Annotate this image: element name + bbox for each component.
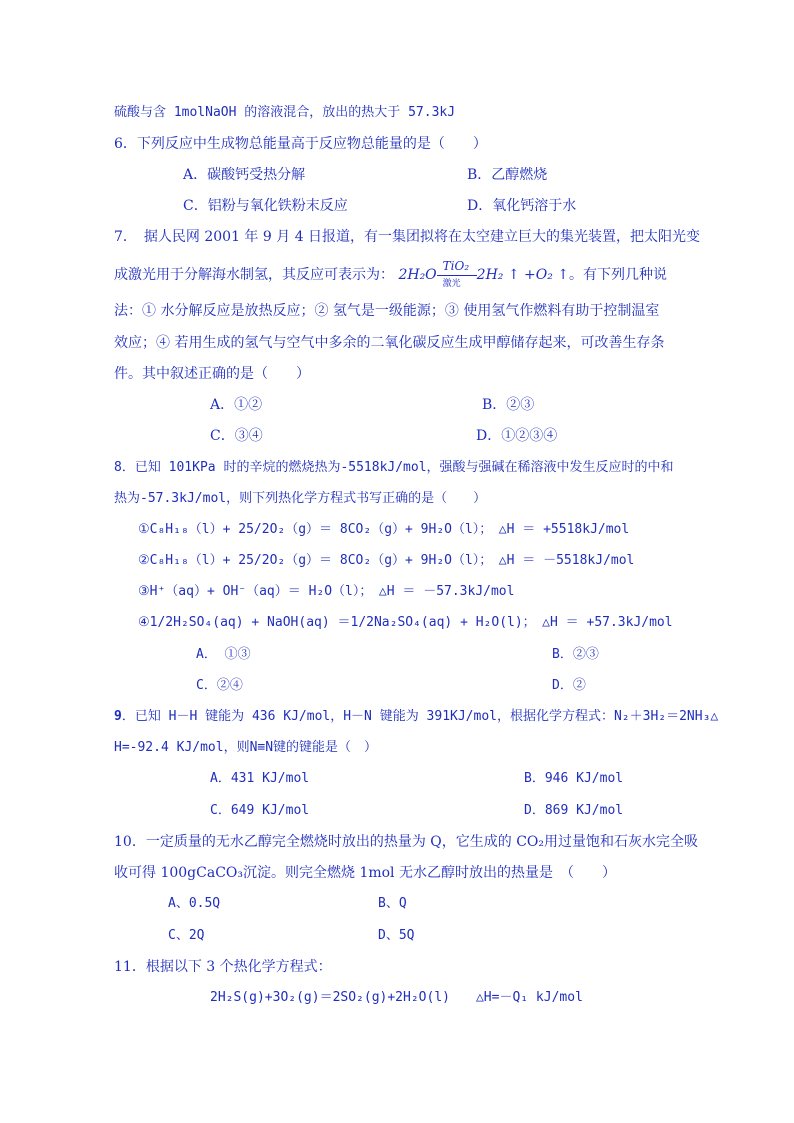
- q7-catalyst: TiO₂: [442, 259, 470, 273]
- q7-option-a: A．①②: [210, 397, 263, 413]
- q9-line2: H=-92.4 KJ/mol，则N≡N键的键能是（ ）: [114, 740, 378, 755]
- intro-tail: 硫酸与含 1molNaOH 的溶液混合，放出的热大于 57.3kJ: [114, 105, 456, 120]
- q9-option-d: D．869 KJ/mol: [524, 803, 624, 818]
- q6-option-d: D．氧化钙溶于水: [467, 198, 577, 214]
- q7-option-b: B．②③: [482, 397, 535, 413]
- q10-line2: 收可得 100gCaCO₃沉淀。则完全燃烧 1mol 无水乙醇时放出的热量是 （ ）: [114, 865, 616, 881]
- q6-option-a: A．碳酸钙受热分解: [183, 167, 306, 183]
- q7-equation-arrow: [437, 259, 477, 289]
- q9-line1-text: ．已知 H－H 键能为 436 KJ/mol，H－N 键能为 391KJ/mol，根据化学方程式：N₂＋3H₂＝2NH₃△: [121, 709, 719, 724]
- q8-option-d: D．②: [552, 678, 586, 693]
- q7-line2-suffix: 。有下列几种说: [569, 267, 668, 283]
- q10-option-b: B、Q: [378, 896, 407, 911]
- q10-option-a: A、0.5Q: [168, 896, 221, 911]
- q9-number: 9: [114, 709, 122, 724]
- q7-line5: 件。其中叙述正确的是（ ）: [114, 366, 310, 382]
- q6-option-c: C．铝粉与氧化铁粉末反应: [183, 198, 348, 214]
- q10-line1: 10．一定质量的无水乙醇完全燃烧时放出的热量为 Q，它生成的 CO₂用过量饱和石灰水完全吸: [114, 834, 698, 850]
- q7-option-c: C．③④: [210, 428, 263, 444]
- q10-option-d: D、5Q: [378, 928, 415, 943]
- q8-option-c: C．②④: [196, 678, 243, 693]
- q7-line2-prefix: 成激光用于分解海水制氢，其反应可表示为：: [114, 267, 394, 283]
- q8-equation-1: ①C₈H₁₈（l）+ 25/2O₂（g）＝ 8CO₂（g）+ 9H₂O（l）； △H ＝ +5518kJ/mol: [138, 522, 630, 537]
- q8-equation-3: ③H⁺（aq）+ OH⁻（aq）＝ H₂O（l）； △H ＝ －57.3kJ/mol: [138, 584, 515, 599]
- q7-equation-right: 2H₂ ↑ +O₂ ↑: [476, 267, 570, 283]
- q10-option-c: C、2Q: [168, 928, 205, 943]
- q8-equation-4: ④1/2H₂SO₄(aq) + NaOH(aq) ＝1/2Na₂SO₄(aq) + H₂O(l)； △H ＝ +57.3kJ/mol: [138, 615, 673, 630]
- q6-stem: 6．下列反应中生成物总能量高于反应物总能量的是（ ）: [114, 136, 487, 152]
- q6-option-b: B．乙醇燃烧: [467, 167, 548, 183]
- q8-line2: 热为-57.3kJ/mol，则下列热化学方程式书写正确的是（ ）: [114, 491, 487, 506]
- q7-option-d: D．①②③④: [476, 428, 558, 444]
- q9-option-c: C．649 KJ/mol: [210, 803, 310, 818]
- q7-condition: 激光: [442, 279, 461, 289]
- q9-option-b: B．946 KJ/mol: [524, 771, 624, 786]
- q8-option-b: B．②③: [552, 647, 599, 662]
- q11-equation-1: 2H₂S(g)+3O₂(g)＝2SO₂(g)+2H₂O(l) △H=－Q₁ kJ/mol: [210, 990, 583, 1005]
- q8-option-a: A． ①③: [196, 647, 251, 662]
- q9-line1: [114, 708, 718, 726]
- q8-line1: 8．已知 101KPa 时的辛烷的燃烧热为-5518kJ/mol，强酸与强碱在稀溶液中发生反应时的中和: [114, 460, 674, 475]
- q7-line4: 效应；④ 若用生成的氢气与空气中多余的二氧化碳反应生成甲醇储存起来，可改善生存条: [114, 335, 665, 351]
- q11-line1: 11．根据以下 3 个热化学方程式：: [114, 959, 332, 975]
- q7-line2: [114, 259, 668, 289]
- q7-equation-left: 2H₂O: [398, 267, 437, 283]
- q8-equation-2: ②C₈H₁₈（l）+ 25/2O₂（g）＝ 8CO₂（g）+ 9H₂O（l）； △H ＝ －5518kJ/mol: [138, 553, 635, 568]
- q7-line1: 7． 据人民网 2001 年 9 月 4 日报道，有一集团拟将在太空建立巨大的集光装置，把太阳光变: [114, 229, 701, 245]
- q7-line3: 法：① 水分解反应是放热反应；② 氢气是一级能源；③ 使用氢气作燃料有助于控制温室: [114, 303, 660, 319]
- q9-option-a: A．431 KJ/mol: [210, 771, 310, 786]
